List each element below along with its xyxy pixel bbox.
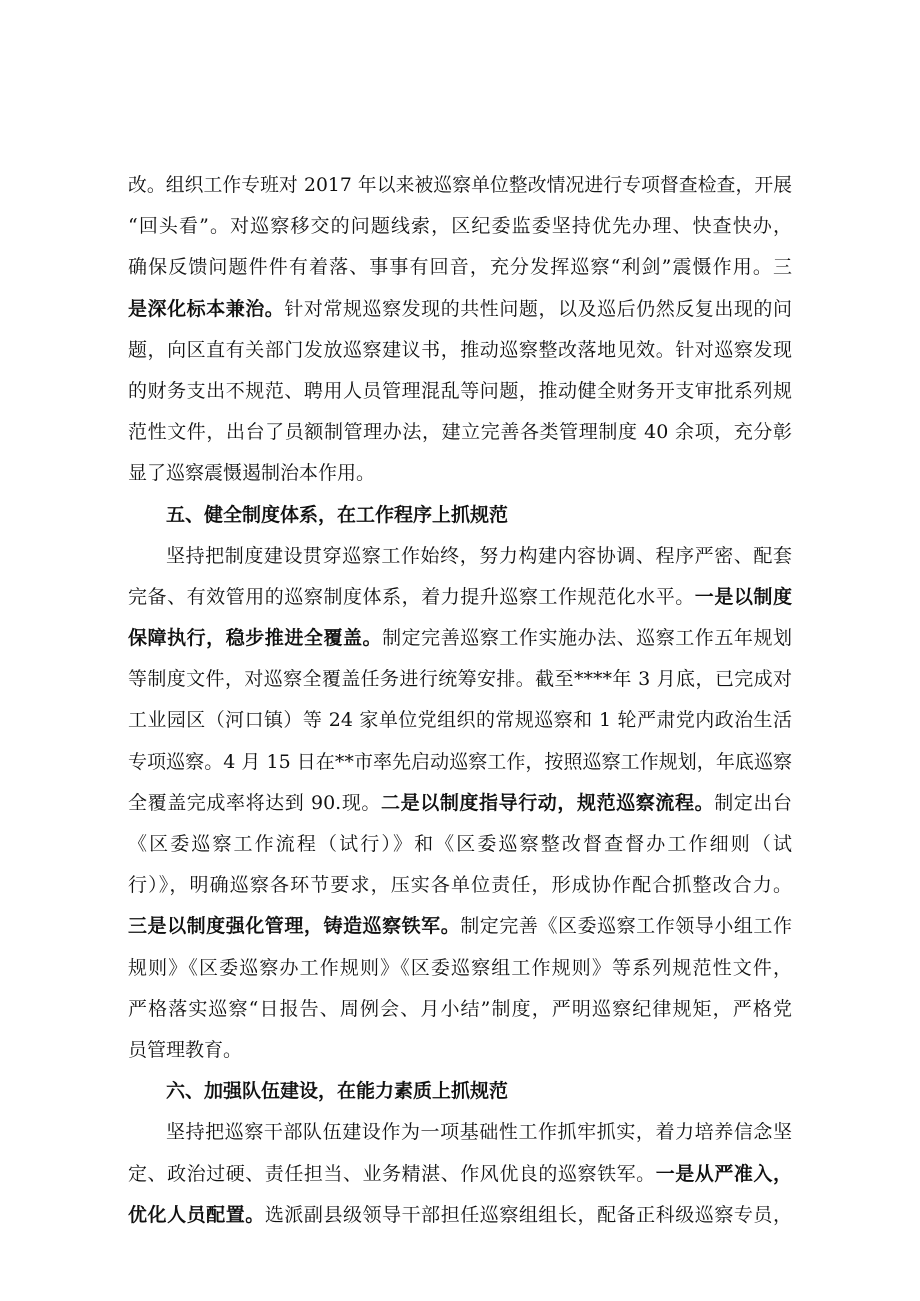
text-line: 题，向区直有关部门发放巡察建议书，推动巡察整改落地见效。针对巡察发现	[128, 338, 792, 361]
bold-phrase: 优化人员配置。	[128, 1203, 265, 1226]
text-line: 等制度文件，对巡察全覆盖任务进行统筹安排。截至****年 3 月底，已完成对	[128, 668, 792, 691]
section-heading: 六、加强队伍建设，在能力素质上抓规范	[166, 1080, 509, 1103]
text-line: 全覆盖完成率将达到 90.现。二是以制度指导行动，规范巡察流程。制定出台	[128, 791, 792, 814]
text-line: 确保反馈问题件件有着落、事事有回音，充分发挥巡察“利剑”震慑作用。三	[128, 256, 792, 279]
text-line: 保障执行，稳步推进全覆盖。制定完善巡察工作实施办法、巡察工作五年规划	[128, 627, 792, 650]
text-line: 的财务支出不规范、聘用人员管理混乱等问题，推动健全财务开支审批系列规	[128, 379, 792, 402]
bold-phrase: 二是以制度指导行动，规范巡察流程。	[381, 791, 715, 814]
text-line: 定、政治过硬、责任担当、业务精湛、作风优良的巡察铁军。一是从严准入，	[128, 1162, 792, 1185]
text-line: 工业园区（河口镇）等 24 家单位党组织的常规巡察和 1 轮严肃党内政治生活	[128, 709, 792, 732]
text-line: 优化人员配置。选派副县级领导干部担任巡察组组长，配备正科级巡察专员，	[128, 1203, 792, 1226]
text-line: 《区委巡察工作流程（试行）》和《区委巡察整改督查督办工作细则（试	[128, 833, 792, 855]
bold-phrase: 一是从严准入，	[655, 1162, 792, 1185]
document-page	[128, 165, 792, 1236]
text-line: 行）》，明确巡察各环节要求，压实各单位责任，形成协作配合抓整改合力。	[128, 874, 792, 897]
bold-phrase: 一是以制度	[694, 585, 792, 608]
section-heading: 五、健全制度体系，在工作程序上抓规范	[166, 503, 509, 526]
text-line: 员管理教育。	[128, 1038, 243, 1061]
text-line: 是深化标本兼治。针对常规巡察发现的共性问题，以及巡后仍然反复出现的问	[128, 297, 792, 320]
text-line: “回头看”。对巡察移交的问题线索，区纪委监委坚持优先办理、快查快办，	[128, 215, 792, 238]
text-line: 严格落实巡察“日报告、周例会、月小结”制度，严明巡察纪律规矩，严格党	[128, 997, 792, 1020]
text-line: 三是以制度强化管理，铸造巡察铁军。制定完善《区委巡察工作领导小组工作	[128, 915, 792, 938]
text-line: 范性文件，出台了员额制管理办法，建立完善各类管理制度 40 余项，充分彰	[128, 421, 792, 444]
text-line: 显了巡察震慑遏制治本作用。	[128, 462, 376, 485]
text-line: 完备、有效管用的巡察制度体系，着力提升巡察工作规范化水平。一是以制度	[128, 585, 792, 608]
bold-phrase: 是深化标本兼治。	[128, 297, 285, 320]
text-line: 规则》《区委巡察办工作规则》《区委巡察组工作规则》等系列规范性文件，	[128, 956, 792, 979]
bold-phrase: 三是以制度强化管理，铸造巡察铁军。	[128, 915, 461, 938]
text-line: 专项巡察。4 月 15 日在**市率先启动巡察工作，按照巡察工作规划，年底巡察	[128, 750, 792, 773]
text-line: 坚持把巡察干部队伍建设作为一项基础性工作抓牢抓实，着力培养信念坚	[166, 1121, 792, 1144]
bold-phrase: 保障执行，稳步推进全覆盖。	[128, 627, 383, 650]
text-line: 坚持把制度建设贯穿巡察工作始终，努力构建内容协调、程序严密、配套	[166, 544, 792, 567]
text-line: 改。组织工作专班对 2017 年以来被巡察单位整改情况进行专项督查检查，开展	[128, 175, 792, 196]
